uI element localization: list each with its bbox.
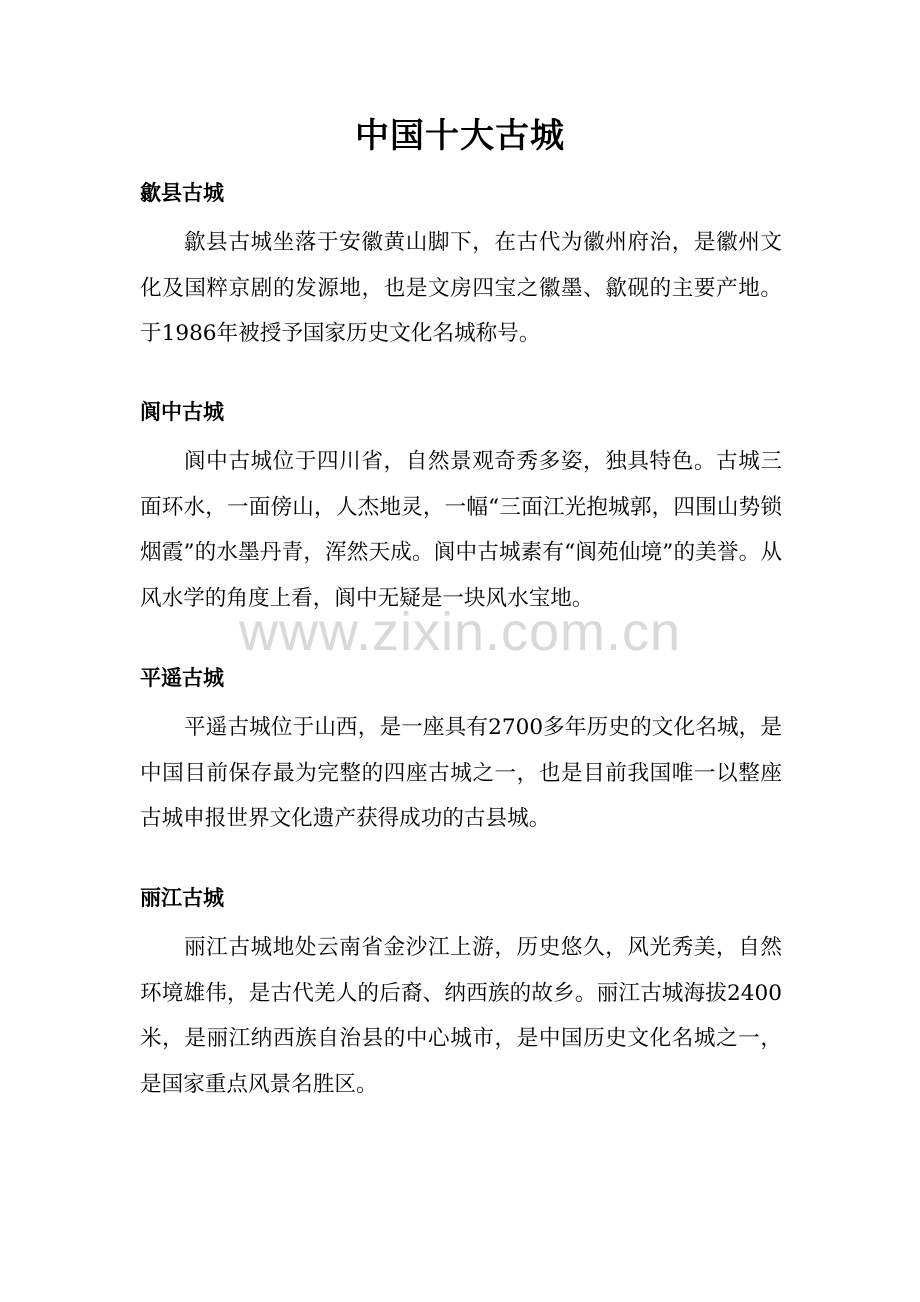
- section-pingyao: [140, 663, 782, 842]
- section-heading: 阆中古城: [140, 399, 224, 424]
- section-body: 歙县古城坐落于安徽黄山脚下，在古代为徽州府治，是徽州文化及国粹京剧的发源地，也是文房四宝之徽墨、歙砚的主要产地。于1986年被授予国家历史文化名城称号。: [140, 230, 782, 346]
- section-shexian: [140, 178, 782, 357]
- section-heading: 丽江古城: [140, 885, 224, 910]
- section-lijiang: [140, 883, 782, 1107]
- section-body: 平遥古城位于山西，是一座具有2700多年历史的文化名城，是中国目前保存最为完整的四座古城之一，也是目前我国唯一以整座古城申报世界文化遗产获得成功的古县城。: [140, 715, 782, 831]
- section-langzhong: [140, 397, 782, 621]
- section-heading: 平遥古城: [140, 665, 224, 690]
- section-heading: 歙县古城: [140, 180, 224, 205]
- section-body: 阆中古城位于四川省，自然景观奇秀多姿，独具特色。古城三面环水，一面傍山，人杰地灵，一幅“三面江光抱城郭，四围山势锁烟霞”的水墨丹青，浑然天成。阆中古城素有“阆苑仙境”的美誉。从风水学的角度上看，阆中无疑是一块风水宝地。: [140, 449, 782, 611]
- watermark: www.zixin.com.cn: [238, 602, 682, 662]
- section-body: 丽江古城地处云南省金沙江上游，历史悠久，风光秀美，自然环境雄伟，是古代羌人的后裔、纳西族的故乡。丽江古城海拔2400米，是丽江纳西族自治县的中心城市，是中国历史文化名城之一，是国家重点风景名胜区。: [140, 935, 782, 1097]
- document-title: 中国十大古城: [355, 116, 565, 156]
